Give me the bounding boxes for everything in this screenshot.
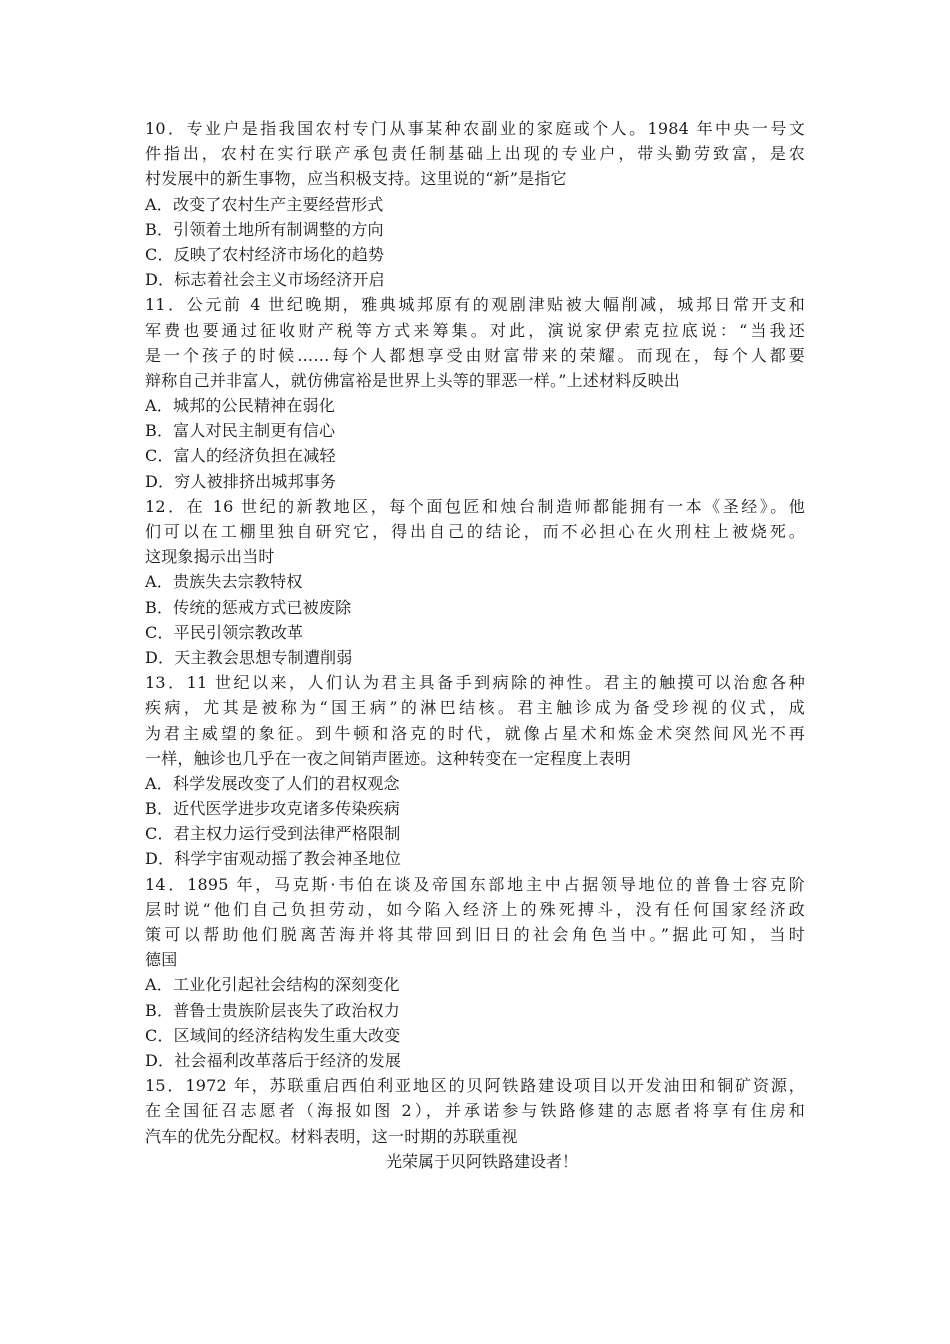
exam-page: [145, 116, 805, 1174]
option-c: C．反映了农村经济市场化的趋势: [145, 244, 385, 264]
poster-caption: 光荣属于贝阿铁路建设者！: [385, 1151, 578, 1171]
option-b: B．富人对民主制更有信心: [145, 421, 336, 441]
question-12: [145, 494, 805, 670]
question-stem-line: 军费也要通过征收财产税等方式来筹集。对此，演说家伊索克拉底说：“当我还: [145, 320, 805, 340]
option-d: D．穷人被排挤出城邦事务: [145, 471, 337, 491]
question-stem-line: 15．1972 年，苏联重启西伯利亚地区的贝阿铁路建设项目以开发油田和铜矿资源，: [145, 1076, 805, 1096]
option-b: B．引领着土地所有制调整的方向: [145, 219, 384, 239]
question-stem-line: 10．专业户是指我国农村专门从事某种农副业的家庭或个人。1984 年中央一号文: [145, 119, 805, 138]
question-stem-line: 14．1895 年，马克斯·韦伯在谈及帝国东部地主中占据领导地位的普鲁士容克阶: [145, 874, 805, 894]
question-stem-line: 们可以在工棚里独自研究它，得出自己的结论，而不必担心在火刑柱上被烧死。: [145, 522, 805, 541]
question-stem-line: 12．在 16 世纪的新教地区，每个面包匠和烛台制造师都能拥有一本《圣经》。他: [145, 496, 805, 516]
question-14: [145, 872, 805, 1074]
question-stem-line: 是一个孩子的时候……每个人都想享受由财富带来的荣耀。而现在，每个人都要: [145, 345, 805, 365]
option-a: A．城邦的公民精神在弱化: [145, 396, 335, 416]
question-stem-line: 为君主威望的象征。到牛顿和洛克的时代，就像占星术和炼金术突然间风光不再: [145, 723, 805, 743]
option-d: D．标志着社会主义市场经济开启: [145, 270, 385, 290]
question-stem-line: 11．公元前 4 世纪晚期，雅典城邦原有的观剧津贴被大幅削减，城邦日常开支和: [145, 295, 805, 315]
option-b: B．传统的惩戒方式已被废除: [145, 597, 352, 617]
option-a: A．工业化引起社会结构的深刻变化: [145, 975, 400, 995]
option-a: A．贵族失去宗教特权: [145, 572, 303, 592]
question-stem-line: 件指出，农村在实行联产承包责任制基础上出现的专业户，带头勤劳致富，是农: [145, 144, 805, 164]
question-stem-line: 德国: [145, 950, 178, 970]
question-stem-line: 一样，触诊也几乎在一夜之间销声匿迹。这种转变在一定程度上表明: [145, 748, 632, 768]
option-b: B．普鲁士贵族阶层丧失了政治权力: [145, 1000, 400, 1020]
question-stem-line: 疾病，尤其是被称为“国王病”的淋巴结核。君主触诊成为备受珍视的仪式，成: [145, 698, 805, 718]
question-11: [145, 292, 805, 494]
option-a: A．改变了农村生产主要经营形式: [145, 194, 384, 214]
question-13: [145, 670, 805, 872]
question-stem-line: 村发展中的新生事物，应当积极支持。这里说的“新”是指它: [145, 169, 567, 189]
question-stem-line: 辩称自己并非富人，就仿佛富裕是世界上头等的罪恶一样。”上述材料反映出: [145, 370, 680, 390]
option-c: C．区域间的经济结构发生重大改变: [145, 1025, 401, 1045]
question-10: [145, 116, 805, 292]
option-d: D．科学宇宙观动摇了教会神圣地位: [145, 849, 402, 869]
option-a: A．科学发展改变了人们的君权观念: [145, 773, 400, 793]
option-c: C．平民引领宗教改革: [145, 622, 304, 642]
question-stem-line: 层时说“他们自己负担劳动，如今陷入经济上的殊死搏斗，没有任何国家经济政: [145, 899, 805, 919]
option-d: D．天主教会思想专制遭削弱: [145, 647, 353, 667]
option-d: D．社会福利改革落后于经济的发展: [145, 1050, 402, 1070]
question-stem-line: 这现象揭示出当时: [145, 547, 275, 567]
option-c: C．君主权力运行受到法律严格限制: [145, 824, 401, 844]
question-stem-line: 策可以帮助他们脱离苦海并将其带回到旧日的社会角色当中。”据此可知，当时: [145, 925, 805, 944]
option-c: C．富人的经济负担在减轻: [145, 446, 336, 466]
option-b: B．近代医学进步攻克诸多传染疾病: [145, 799, 400, 819]
question-stem-line: 13．11 世纪以来，人们认为君主具备手到病除的神性。君主的触摸可以治愈各种: [145, 673, 805, 693]
question-15: [145, 1073, 805, 1149]
question-stem-line: 汽车的优先分配权。材料表明，这一时期的苏联重视: [145, 1126, 518, 1146]
question-stem-line: 在全国征召志愿者（海报如图 2），并承诺参与铁路修建的志愿者将享有住房和: [145, 1101, 805, 1121]
